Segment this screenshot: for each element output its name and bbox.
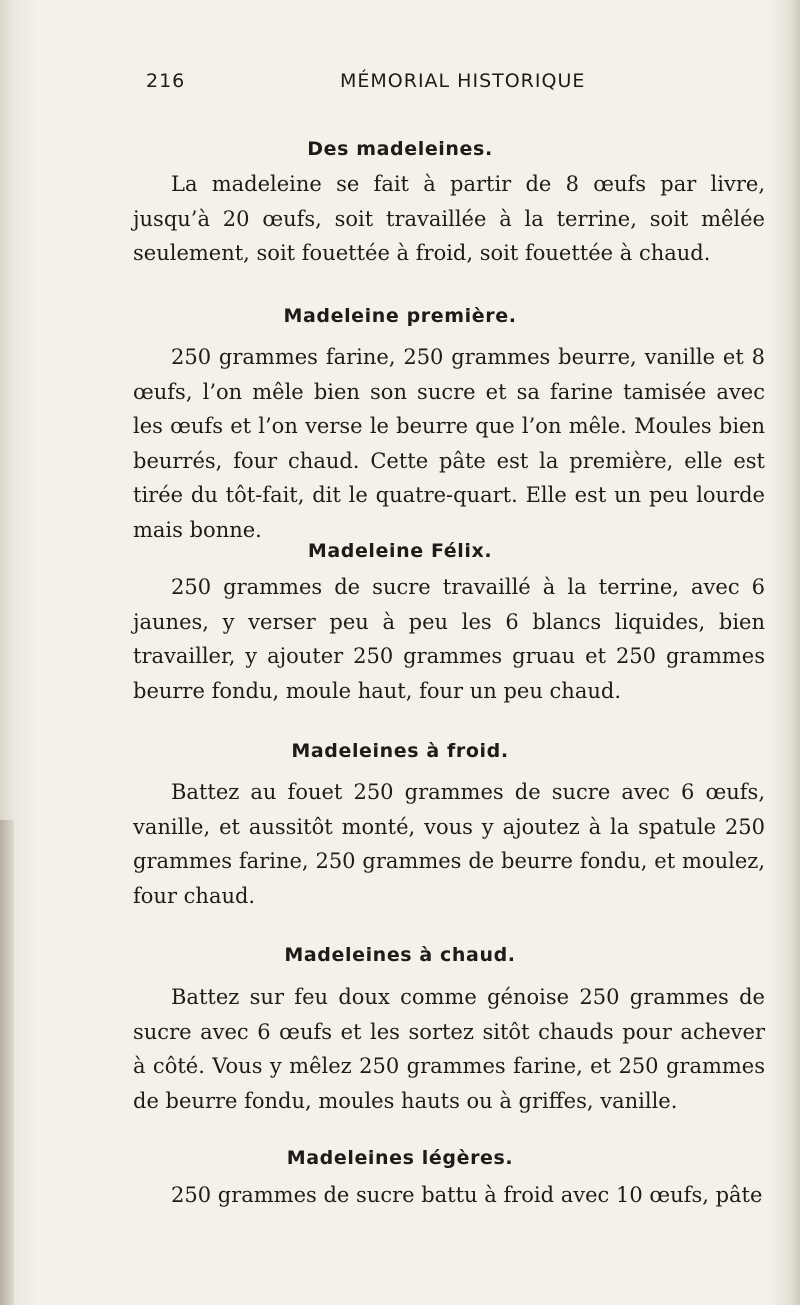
section-text-madeleines-legeres: 250 grammes de sucre battu à froid avec 10 œufs, pâte xyxy=(171,1183,763,1207)
section-text-madeleine-premiere: 250 grammes farine, 250 grammes beurre, vanille et 8 œufs, l’on mêle bien son sucre et sa farine tamisée avec les œufs et l’on verse le beurre que l’on mêle. Moules bien beurrés, four chaud. Cette pâte est la première, elle est tirée du tôt-fait, dit le quatre-quart. Elle est un peu lourde mais bonne. xyxy=(133,345,765,542)
running-header xyxy=(0,70,800,100)
section-heading-madeleines-a-chaud: Madeleines à chaud. xyxy=(284,944,516,966)
section-text-madeleines-a-froid: Battez au fouet 250 grammes de sucre avec 6 œufs, vanille, et aussitôt monté, vous y ajoutez à la spatule 250 grammes farine, 250 grammes de beurre fondu, et moulez, four chaud. xyxy=(133,780,765,908)
section-heading-des-madeleines: Des madeleines. xyxy=(307,138,493,160)
page-edge-shadow xyxy=(0,820,14,1305)
section-heading-madeleines-a-froid: Madeleines à froid. xyxy=(291,740,509,762)
section-text-madeleines-a-chaud: Battez sur feu doux comme génoise 250 grammes de sucre avec 6 œufs et les sortez sitôt chauds pour achever à côté. Vous y mêlez 250 grammes farine, et 250 grammes de beurre fondu, moules hauts ou à griffes, vanille. xyxy=(133,985,765,1113)
section-text-madeleine-felix: 250 grammes de sucre travaillé à la terrine, avec 6 jaunes, y verser peu à peu les 6 blancs liquides, bien travailler, y ajouter 250 grammes gruau et 250 grammes beurre fondu, moule haut, four un peu chaud. xyxy=(133,575,765,703)
section-text-des-madeleines: La madeleine se fait à partir de 8 œufs par livre, jusqu’à 20 œufs, soit travaillée à la terrine, soit mêlée seulement, soit fouettée à froid, soit fouettée à chaud. xyxy=(133,172,765,265)
section-heading-madeleine-premiere: Madeleine première. xyxy=(283,305,517,327)
section-heading-madeleines-legeres: Madeleines légères. xyxy=(286,1147,514,1169)
page-number: 216 xyxy=(146,70,186,92)
section-heading-madeleine-felix: Madeleine Félix. xyxy=(307,540,493,562)
running-title: MÉMORIAL HISTORIQUE xyxy=(340,70,586,92)
